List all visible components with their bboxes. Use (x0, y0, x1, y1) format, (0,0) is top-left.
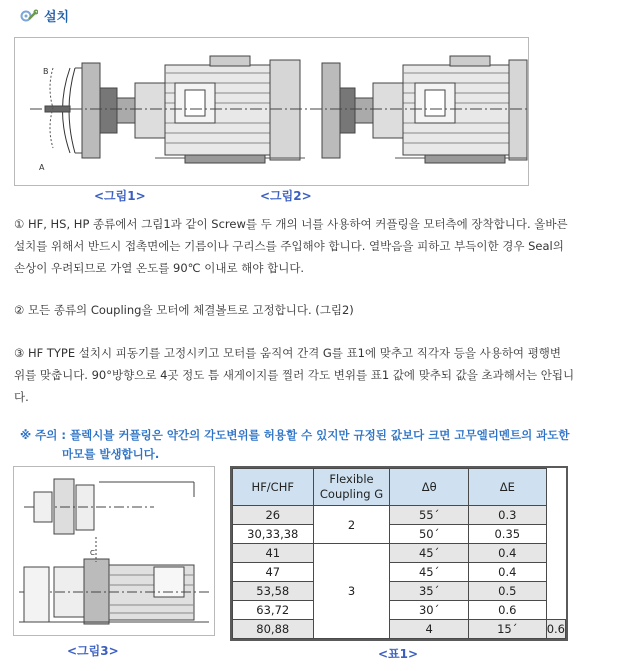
table-row (233, 563, 566, 582)
table-row (233, 601, 566, 620)
caution-note (20, 426, 620, 464)
paragraph-3-line-2: 위를 맞춥니다. 90°방향으로 4곳 정도 틈 새게이지를 찔러 각도 변위를 표1 값에 맞추되 값을 초과해서는 안됩니 (14, 368, 575, 382)
table-header-row (233, 469, 566, 506)
table-row (233, 544, 566, 563)
cell-gap: 3 (313, 544, 390, 639)
cell-dtheta: 30´ (390, 601, 468, 620)
cell-gap: 2 (313, 506, 390, 544)
paragraph-1-line-3: 손상이 우려되므로 가열 온도를 90℃ 이내로 해야 합니다. (14, 261, 305, 275)
spec-table (232, 468, 566, 639)
paragraph-1-line-1: ① HF, HS, HP 종류에서 그림1과 같이 Screw를 두 개의 너를 사용하여 커플링을 모터측에 장착합니다. 올바른 (14, 217, 568, 231)
header-model: HF/CHF (233, 469, 314, 506)
cell-model: 26 (233, 506, 314, 525)
cell-de: 0.3 (468, 506, 546, 525)
paragraph-1 (14, 213, 614, 279)
paragraph-3-line-1: ③ HF TYPE 설치시 피동기를 고정시키고 모터를 움직여 간격 G를 표1에 맞추고 직각자 등을 사용하여 평행변 (14, 346, 562, 360)
figure-3-panel (13, 466, 215, 636)
table-row (233, 506, 566, 525)
cell-dtheta: 55´ (390, 506, 468, 525)
caution-note-line-1: ※ 주의 : 플렉시블 커플링은 약간의 각도변위를 허용할 수 있지만 규정된 값보다 크면 고무엘리멘트의 과도한 (20, 428, 570, 442)
header-radial: ΔE (468, 469, 546, 506)
coupling-installation-drawing (15, 38, 528, 185)
cell-de: 0.4 (468, 563, 546, 582)
label-c: C (90, 549, 95, 557)
coupling-gap-drawing (14, 467, 214, 635)
label-b: B (43, 67, 49, 76)
paragraph-3-line-3: 다. (14, 390, 29, 404)
header-angular: Δθ (390, 469, 468, 506)
cell-dtheta: 15´ (468, 620, 546, 639)
cell-dtheta: 45´ (390, 544, 468, 563)
cell-model: 41 (233, 544, 314, 563)
cell-gap: 4 (390, 620, 468, 639)
figure-1-caption: <그림1> (94, 189, 146, 203)
cell-dtheta: 50´ (390, 525, 468, 544)
cell-de: 0.6 (468, 601, 546, 620)
cell-model: 80,88 (233, 620, 314, 639)
table-1-caption: <표1> (378, 647, 419, 661)
spec-table-frame (230, 466, 568, 641)
header-gap: Flexible Coupling G (313, 469, 390, 506)
cell-model: 63,72 (233, 601, 314, 620)
cell-model: 30,33,38 (233, 525, 314, 544)
table-row (233, 582, 566, 601)
cell-de: 0.6 (546, 620, 565, 639)
cell-dtheta: 45´ (390, 563, 468, 582)
paragraph-1-line-2: 설치를 위해서 반드시 접촉면에는 기름이나 구리스를 주입해야 합니다. 열박음을 피하고 부득이한 경우 Seal의 (14, 239, 564, 253)
label-a: A (39, 163, 45, 172)
cell-dtheta: 35´ (390, 582, 468, 601)
figure-2-caption: <그림2> (260, 189, 312, 203)
caution-note-line-2: 마모를 발생합니다. (62, 447, 160, 461)
cell-model: 47 (233, 563, 314, 582)
paragraph-3 (14, 342, 614, 408)
table-row (233, 525, 566, 544)
cell-de: 0.35 (468, 525, 546, 544)
cell-de: 0.4 (468, 544, 546, 563)
cell-model: 53,58 (233, 582, 314, 601)
figure-3-caption: <그림3> (67, 644, 119, 658)
figure-1-2-panel (14, 37, 529, 186)
gear-wrench-icon (20, 9, 38, 23)
table-row (233, 620, 566, 639)
section-title-text: 설치 (44, 10, 70, 25)
paragraph-2: ② 모든 종류의 Coupling을 모터에 체결볼트로 고정합니다. (그림2) (14, 303, 354, 317)
cell-de: 0.5 (468, 582, 546, 601)
section-title (20, 6, 69, 25)
